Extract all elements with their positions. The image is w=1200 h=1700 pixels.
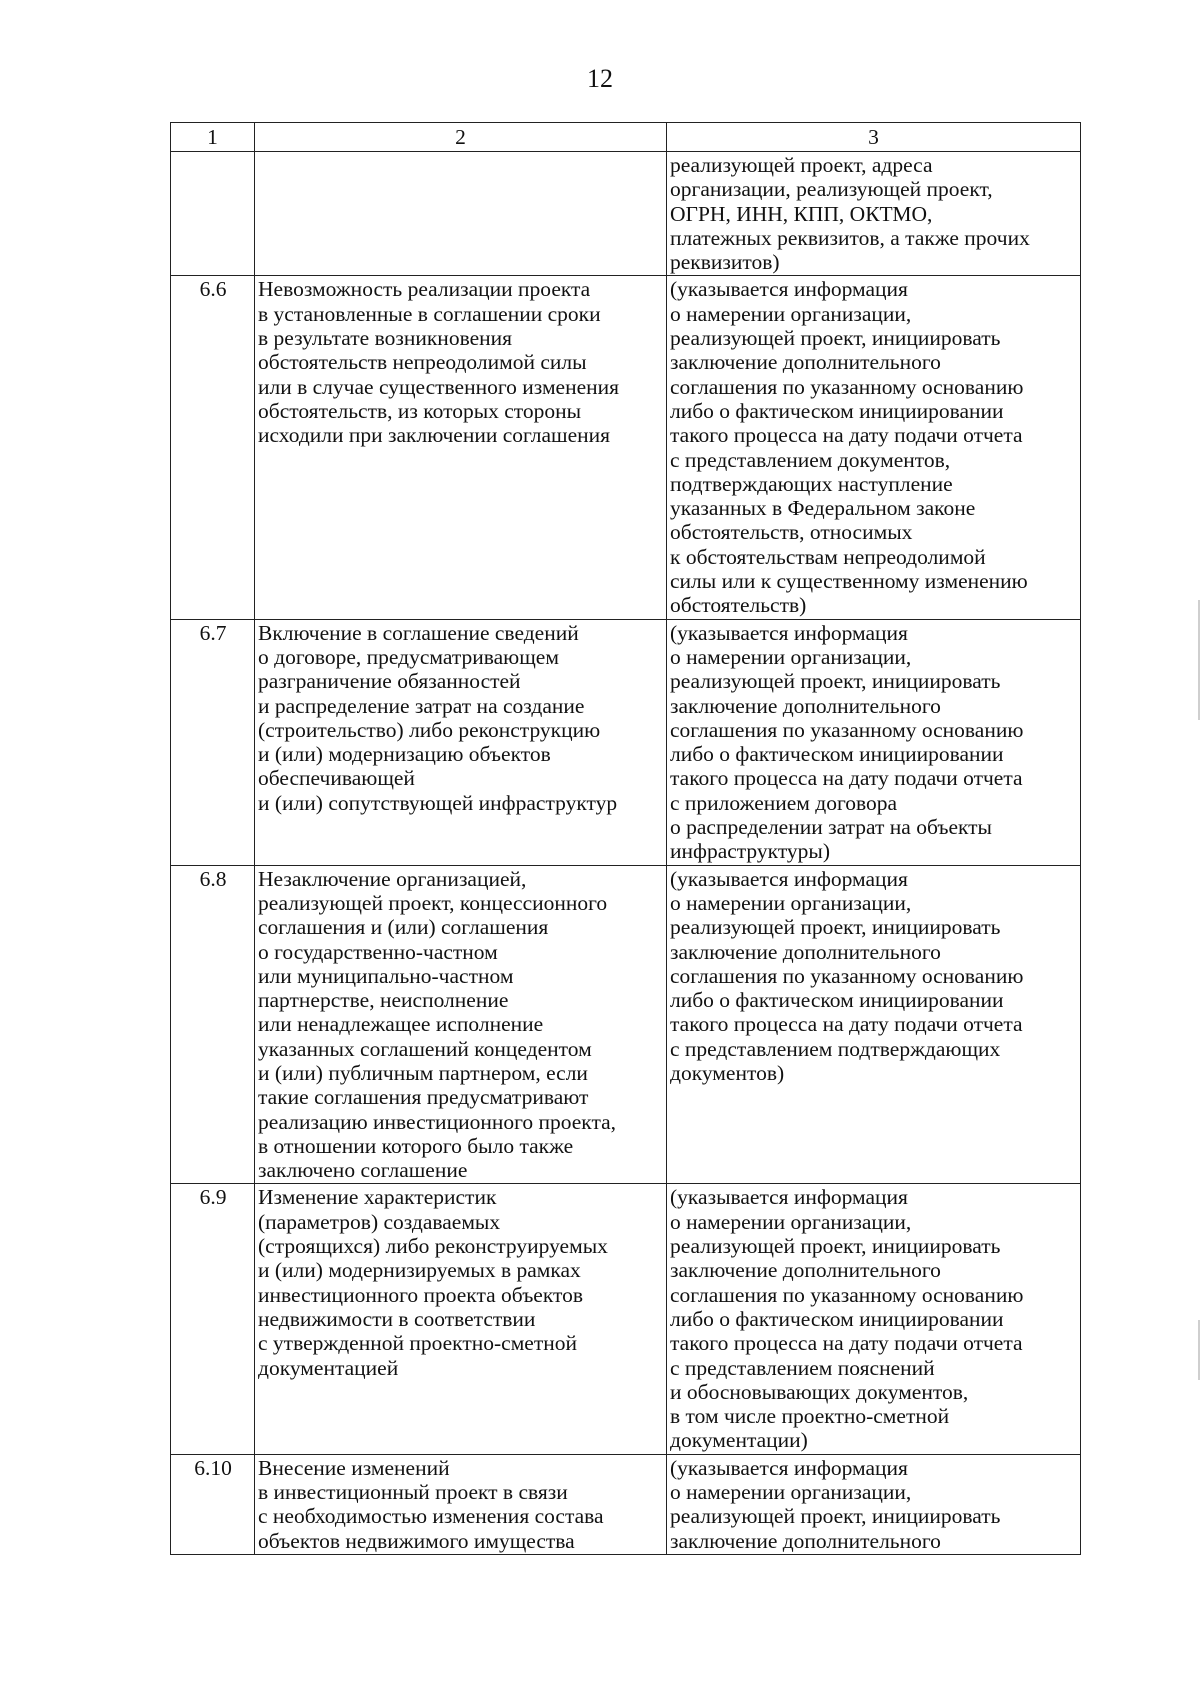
cell-text-line: заключение дополнительного bbox=[670, 693, 941, 718]
cell-text-line: исходили при заключении соглашения bbox=[258, 423, 611, 448]
cell-text-line: о договоре, предусматривающем bbox=[258, 644, 559, 669]
cell-text-line: о распределении затрат на объекты bbox=[670, 815, 993, 840]
cell-text-line: соглашения по указанному основанию bbox=[670, 1282, 1024, 1307]
cell-text-line: ОГРН, ИНН, КПП, ОКТМО, bbox=[670, 201, 933, 226]
cell-text-line: и распределение затрат на создание bbox=[258, 693, 585, 718]
requirements-table bbox=[170, 122, 1081, 1555]
cell-text-line: реквизитов) bbox=[670, 250, 780, 275]
cell-text-line: к обстоятельствам непреодолимой bbox=[670, 544, 986, 569]
cell-text-line: реализующей проект, адреса bbox=[670, 153, 933, 177]
cell-text-line: такие соглашения предусматривают bbox=[258, 1085, 589, 1110]
cell-text-line: (указывается информация bbox=[670, 277, 908, 302]
cell-text-line: с представлением документов, bbox=[670, 447, 951, 472]
cell-text-line: партнерстве, неисполнение bbox=[258, 988, 509, 1013]
cell-text-line: Внесение изменений bbox=[258, 1455, 450, 1480]
row-condition bbox=[255, 865, 667, 1184]
cell-text-line: инфраструктуры) bbox=[670, 839, 831, 864]
row-description bbox=[667, 865, 1081, 1184]
row-condition bbox=[255, 1184, 667, 1454]
cell-text-line: обеспечивающей bbox=[258, 766, 415, 791]
cell-text-line: или в случае существенного изменения bbox=[258, 374, 620, 399]
cell-text-line: соглашения по указанному основанию bbox=[670, 374, 1024, 399]
cell-text-line: обстоятельств) bbox=[670, 593, 807, 618]
cell-text-line: реализующей проект, инициировать bbox=[670, 669, 1001, 694]
cell-text-line: обстоятельств, из которых стороны bbox=[258, 398, 582, 423]
cell-text-line: реализующей проект, инициировать bbox=[670, 1504, 1001, 1529]
cell-text-line: или муниципально-частном bbox=[258, 963, 514, 988]
cell-text-line: и (или) модернизацию объектов bbox=[258, 742, 551, 767]
cell-text-line: Невозможность реализации проекта bbox=[258, 277, 591, 302]
cell-text-line: заключение дополнительного bbox=[670, 1258, 941, 1283]
table-row bbox=[171, 1184, 1081, 1454]
cell-text-line: реализующей проект, инициировать bbox=[670, 915, 1001, 940]
cell-text-line: в инвестиционный проект в связи bbox=[258, 1480, 568, 1505]
cell-text-line: в установленные в соглашении сроки bbox=[258, 301, 601, 326]
row-condition bbox=[255, 276, 667, 619]
table-header-row bbox=[171, 123, 1081, 152]
cell-text-line: (параметров) создаваемых bbox=[258, 1209, 501, 1234]
cell-text-line: и (или) публичным партнером, если bbox=[258, 1060, 588, 1085]
row-condition bbox=[255, 619, 667, 865]
cell-text-line: заключение дополнительного bbox=[670, 350, 941, 375]
cell-text-line: (строительство) либо реконструкцию bbox=[258, 717, 601, 742]
cell-text-line: заключено соглашение bbox=[258, 1158, 468, 1183]
cell-text-line: о намерении организации, bbox=[670, 301, 912, 326]
cell-text-line: (указывается информация bbox=[670, 1455, 908, 1480]
row-description bbox=[667, 276, 1081, 619]
cell-text-line: Включение в соглашение сведений bbox=[258, 620, 579, 645]
cell-text-line: соглашения по указанному основанию bbox=[670, 717, 1024, 742]
table-row bbox=[171, 865, 1081, 1184]
row-number: 6.8 bbox=[171, 865, 255, 1184]
cell-text-line: такого процесса на дату подачи отчета bbox=[670, 766, 1023, 791]
cell-text-line: Изменение характеристик bbox=[258, 1185, 497, 1210]
cell-text-line: о намерении организации, bbox=[670, 1480, 912, 1505]
cell-text-line: о намерении организации, bbox=[670, 1209, 912, 1234]
row-number: 6.6 bbox=[171, 276, 255, 619]
cell-text-line: реализующей проект, концессионного bbox=[258, 890, 608, 915]
cell-text-line: либо о фактическом инициировании bbox=[670, 398, 1004, 423]
row-condition bbox=[255, 152, 667, 276]
row-description bbox=[667, 1184, 1081, 1454]
cell-text-line: с утвержденной проектно-сметной bbox=[258, 1331, 577, 1356]
cell-text-line: либо о фактическом инициировании bbox=[670, 742, 1004, 767]
cell-text-line: организации, реализующей проект, bbox=[670, 177, 993, 202]
header-col-3: 3 bbox=[667, 123, 1081, 152]
cell-text-line: Незаключение организацией, bbox=[258, 866, 527, 891]
cell-text-line: и (или) сопутствующей инфраструктур bbox=[258, 790, 618, 815]
row-condition bbox=[255, 1454, 667, 1554]
cell-text-line: платежных реквизитов, а также прочих bbox=[670, 225, 1030, 250]
row-description bbox=[667, 619, 1081, 865]
cell-text-line: (указывается информация bbox=[670, 866, 908, 891]
cell-text-line: реализацию инвестиционного проекта, bbox=[258, 1109, 617, 1134]
cell-text-line: с представлением подтверждающих bbox=[670, 1036, 1001, 1061]
cell-text-line: силы или к существенному изменению bbox=[670, 569, 1028, 594]
cell-text-line: такого процесса на дату подачи отчета bbox=[670, 423, 1023, 448]
cell-text-line: либо о фактическом инициировании bbox=[670, 988, 1004, 1013]
cell-text-line: или ненадлежащее исполнение bbox=[258, 1012, 544, 1037]
cell-text-line: реализующей проект, инициировать bbox=[670, 1234, 1001, 1259]
cell-text-line: инвестиционного проекта объектов bbox=[258, 1282, 584, 1307]
cell-text-line: подтверждающих наступление bbox=[670, 471, 953, 496]
cell-text-line: обстоятельств, относимых bbox=[670, 520, 913, 545]
cell-text-line: в результате возникновения bbox=[258, 326, 513, 351]
cell-text-line: и обосновывающих документов, bbox=[670, 1379, 969, 1404]
header-col-2: 2 bbox=[255, 123, 667, 152]
cell-text-line: такого процесса на дату подачи отчета bbox=[670, 1331, 1023, 1356]
cell-text-line: с приложением договора bbox=[670, 790, 898, 815]
cell-text-line: разграничение обязанностей bbox=[258, 669, 521, 694]
row-number: 6.10 bbox=[171, 1454, 255, 1554]
cell-text-line: соглашения и (или) соглашения bbox=[258, 915, 549, 940]
cell-text-line: недвижимости в соответствии bbox=[258, 1306, 536, 1331]
table-row-continuation bbox=[171, 152, 1081, 276]
cell-text-line: документации) bbox=[670, 1428, 808, 1453]
cell-text-line: (строящихся) либо реконструируемых bbox=[258, 1234, 608, 1259]
cell-text-line: о намерении организации, bbox=[670, 644, 912, 669]
cell-text-line: с необходимостью изменения состава bbox=[258, 1504, 604, 1529]
table-row bbox=[171, 276, 1081, 619]
header-col-1: 1 bbox=[171, 123, 255, 152]
cell-text-line: заключение дополнительного bbox=[670, 939, 941, 964]
cell-text-line: объектов недвижимого имущества bbox=[258, 1528, 575, 1553]
cell-text-line: и (или) модернизируемых в рамках bbox=[258, 1258, 581, 1283]
cell-text-line: документов) bbox=[670, 1060, 785, 1085]
cell-text-line: соглашения по указанному основанию bbox=[670, 963, 1024, 988]
row-description bbox=[667, 152, 1081, 276]
cell-text-line: обстоятельств непреодолимой силы bbox=[258, 350, 587, 375]
cell-text-line: о намерении организации, bbox=[670, 890, 912, 915]
cell-text-line: (указывается информация bbox=[670, 620, 908, 645]
cell-text-line: в том числе проектно-сметной bbox=[670, 1404, 950, 1429]
row-description bbox=[667, 1454, 1081, 1554]
table-row bbox=[171, 1454, 1081, 1554]
cell-text-line: с представлением пояснений bbox=[670, 1355, 935, 1380]
cell-text-line: такого процесса на дату подачи отчета bbox=[670, 1012, 1023, 1037]
cell-text-line: (указывается информация bbox=[670, 1185, 908, 1210]
cell-text-line: реализующей проект, инициировать bbox=[670, 326, 1001, 351]
cell-text-line: документацией bbox=[258, 1355, 399, 1380]
page-number: 12 bbox=[587, 64, 613, 93]
cell-text-line: указанных соглашений концедентом bbox=[258, 1036, 592, 1061]
row-number bbox=[171, 152, 255, 276]
row-number: 6.7 bbox=[171, 619, 255, 865]
cell-text-line: указанных в Федеральном законе bbox=[670, 496, 976, 521]
cell-text-line: либо о фактическом инициировании bbox=[670, 1306, 1004, 1331]
cell-text-line: о государственно-частном bbox=[258, 939, 498, 964]
table-row bbox=[171, 619, 1081, 865]
cell-text-line: в отношении которого было также bbox=[258, 1133, 574, 1158]
row-number: 6.9 bbox=[171, 1184, 255, 1454]
cell-text-line: заключение дополнительного bbox=[670, 1528, 941, 1553]
